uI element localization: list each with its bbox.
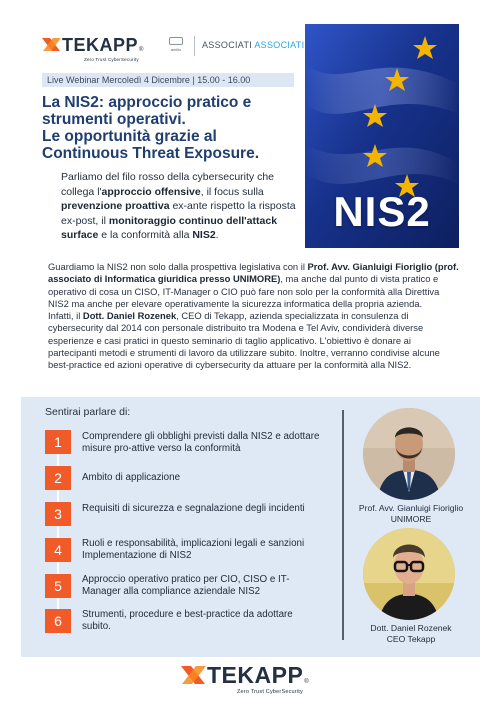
hero-image-eu-flag (305, 24, 459, 248)
intro-bold: monitoraggio continuo dell'attack surface (61, 214, 278, 242)
partner-b-part2: ASSOCIATI (254, 40, 305, 50)
intro-text: ex-ante rispetto la risposta ex-post, il (61, 200, 296, 227)
partner-logo-amilio (163, 37, 189, 52)
intro-bold: approccio offensive (101, 185, 201, 198)
speaker-affiliation: CEO Tekapp (386, 634, 436, 644)
speaker-caption (346, 503, 476, 525)
body-paragraph (48, 261, 460, 372)
topic-text: Strumenti, procedure e best-practice da adottare subito. (82, 609, 293, 632)
brand-tagline: Zero Trust CyberSecurity (237, 689, 303, 695)
speaker-caption (346, 623, 476, 645)
title-line: Le opportunità grazie al (42, 128, 217, 145)
speakers-divider (342, 410, 344, 640)
body-para-1 (48, 261, 460, 310)
title-line: Continuous Threat Exposure. (42, 145, 260, 162)
tekapp-logo-footer (181, 664, 309, 695)
topic-number: 5 (45, 574, 71, 598)
topic-number: 2 (45, 466, 71, 490)
brand-registered-mark: ® (304, 679, 309, 685)
intro-text: , il focus sulla (200, 185, 264, 198)
topic-text: Comprendere gli obblighi previsti dalla NIS2 e adottare misure pro-attive verso la conformità (82, 431, 320, 454)
topic-number: 3 (45, 502, 71, 526)
brand-tagline: Zero Trust CyberSecurity (84, 57, 139, 62)
speaker-name: Prof. Avv. Gianluigi Fioriglio (358, 503, 464, 513)
body-text: Infatti, il (48, 310, 83, 322)
title-line: strumenti operativi. (42, 111, 186, 128)
speaker-name: Dott. Daniel Rozenek (370, 623, 452, 633)
topic-text: Ruoli e responsabilità, implicazioni legali e sanzioni Implementazione di NIS2 (82, 538, 305, 561)
logo-separator (194, 36, 195, 56)
body-bold: Prof. Avv. Gianluigi Fioriglio (prof. associato di Informatica giuridica presso UNIMORE) (48, 261, 459, 285)
body-text: Guardiamo la NIS2 non solo dalla prospettiva legislativa con il (48, 261, 308, 272)
hero-label-nis2: NIS2 (333, 188, 431, 235)
webinar-info-bar: Live Webinar Mercoledì 4 Dicembre | 15.00 - 16.00 (42, 73, 294, 87)
intro-bold: prevenzione proattiva (61, 200, 170, 213)
partner-logo-associati (202, 40, 304, 50)
speaker-photo (363, 528, 455, 620)
topic-text: Approccio operativo pratico per CIO, CISO e IT-Manager alla compliance aziendale NIS2 (82, 574, 290, 597)
topic-text: Ambito di applicazione (82, 472, 181, 483)
page-title (42, 94, 302, 162)
intro-bold: NIS2 (192, 229, 216, 242)
intro-text: Parliamo del filo rosso della cybersecurity che collega l' (61, 171, 275, 198)
tekapp-logo-icon (181, 664, 207, 686)
intro-text: e la conformità alla (98, 229, 193, 242)
topics-heading: Sentirai parlare di: (45, 406, 131, 418)
body-text: , ma anche dal punto di vista pratico e operativo di cosa un CISO, IT-Manager o CIO può fare non solo per la conformità alla Direttiva NIS2 ma anche per elevare operativamente la sicurezza informatica della propria azienda. (48, 273, 440, 309)
title-line: La NIS2: approccio pratico e (42, 94, 252, 111)
partner-emblem-icon (169, 37, 183, 45)
topic-number: 6 (45, 609, 71, 633)
speaker-photo (363, 408, 455, 500)
body-para-2 (48, 310, 460, 371)
speaker-affiliation: UNIMORE (390, 514, 432, 524)
intro-text: . (215, 229, 219, 242)
topic-text: Requisiti di sicurezza e segnalazione degli incidenti (82, 503, 305, 514)
body-bold: Dott. Daniel Rozenek (82, 310, 177, 322)
partner-b-part1: ASSOCIATI (202, 40, 253, 50)
intro-paragraph (61, 170, 297, 243)
tekapp-logo (42, 36, 143, 62)
brand-name: TEKAPP (207, 662, 304, 688)
partner-a-name: amilio (170, 47, 182, 52)
topics-timeline (57, 430, 59, 635)
brand-registered-mark: ® (139, 47, 144, 53)
body-text: , CEO di Tekapp, azienda specializzata in consulenza di cybersecurity dal 2014 con personale distribuito tra Modena e Tel Aviv, condividerà diverse esperienze e casi pratici in questo seminario di taglio applicativo. L'obiettivo è donare ai partecipanti metodi e strumenti di lavoro da utilizzare subito. Inoltre, verranno condivise alcune best-practice ed azioni operative di cybersecurity da attuare per la conformità alla NIS2. (48, 310, 440, 371)
topic-number: 4 (45, 538, 71, 562)
topic-number: 1 (45, 430, 71, 454)
brand-name: TEKAPP (62, 35, 139, 55)
tekapp-logo-icon (42, 36, 62, 53)
